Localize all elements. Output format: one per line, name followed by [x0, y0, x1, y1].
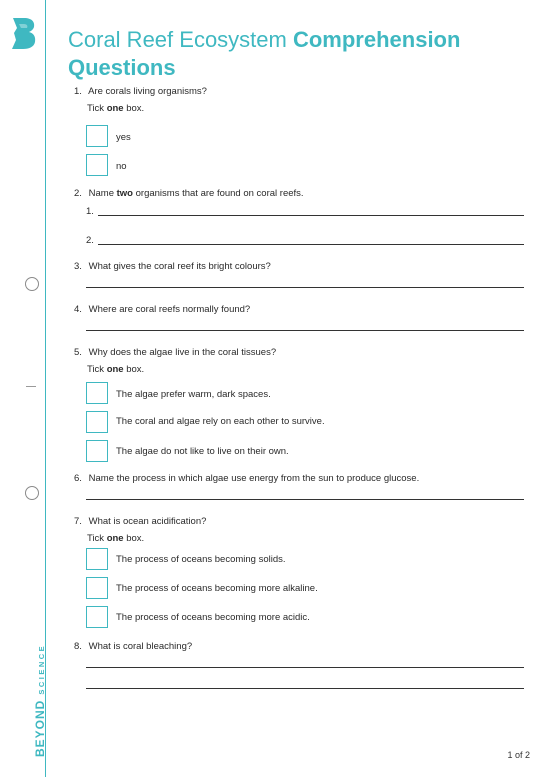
answer-line-q4[interactable] — [86, 330, 524, 331]
question-number: 1. — [74, 86, 82, 97]
checkbox-q5-b[interactable] — [86, 411, 108, 433]
question-number: 6. — [74, 473, 82, 484]
option-label: The process of oceans becoming more acidic. — [116, 612, 310, 623]
fold-mark — [26, 386, 36, 387]
question-1 — [74, 86, 207, 97]
question-number: 3. — [74, 261, 82, 272]
question-text: Where are coral reefs normally found? — [88, 304, 251, 315]
answer-line-label: 2. — [86, 235, 94, 246]
brand-sub: SCIENCE — [37, 643, 46, 695]
checkbox-q5-c[interactable] — [86, 440, 108, 462]
checkbox-q1-no[interactable] — [86, 154, 108, 176]
tick-instruction-1: Tick one box. — [87, 103, 145, 114]
option-label: no — [116, 161, 127, 172]
checkbox-q7-b[interactable] — [86, 577, 108, 599]
question-text: What is ocean acidification? — [88, 516, 207, 527]
option-label: The algae do not like to live on their own. — [116, 446, 289, 457]
tick-instruction-5: Tick one box. — [87, 364, 145, 375]
page-title — [68, 26, 460, 82]
question-number: 8. — [74, 641, 82, 652]
question-7 — [74, 516, 206, 527]
page-number: 1 of 2 — [507, 750, 530, 760]
title-regular: Coral Reef Ecosystem — [68, 27, 293, 52]
brand-name: BEYOND — [33, 699, 47, 757]
question-number: 5. — [74, 347, 82, 358]
question-text: Are corals living organisms? — [88, 86, 207, 97]
answer-line-q8-1[interactable] — [86, 667, 524, 668]
punch-hole-top — [25, 277, 39, 291]
beyond-logo-icon — [10, 16, 38, 50]
brand-wordmark — [31, 644, 49, 757]
answer-line-q2-1[interactable] — [98, 215, 524, 216]
answer-line-q3[interactable] — [86, 287, 524, 288]
question-text: Why does the algae live in the coral tissues? — [88, 347, 277, 358]
option-label: The algae prefer warm, dark spaces. — [116, 389, 271, 400]
question-4 — [74, 304, 250, 315]
option-label: The process of oceans becoming more alkaline. — [116, 583, 318, 594]
option-label: The process of oceans becoming solids. — [116, 554, 286, 565]
title-bold-2: Questions — [68, 55, 176, 80]
question-2: 2. Name two organisms that are found on coral reefs. — [74, 188, 304, 199]
title-bold-1: Comprehension — [292, 27, 461, 52]
answer-line-q8-2[interactable] — [86, 688, 524, 689]
checkbox-q1-yes[interactable] — [86, 125, 108, 147]
checkbox-q5-a[interactable] — [86, 382, 108, 404]
answer-line-q6[interactable] — [86, 499, 524, 500]
question-5 — [74, 347, 276, 358]
question-number: 7. — [74, 516, 82, 527]
question-6 — [74, 473, 419, 484]
punch-hole-bottom — [25, 486, 39, 500]
question-number: 4. — [74, 304, 82, 315]
answer-line-q2-2[interactable] — [98, 244, 524, 245]
checkbox-q7-c[interactable] — [86, 606, 108, 628]
question-number: 2. — [74, 188, 82, 199]
question-text: What is coral bleaching? — [88, 641, 193, 652]
question-text: Name the process in which algae use energy from the sun to produce glucose. — [88, 473, 420, 484]
question-text: What gives the coral reef its bright colours? — [88, 261, 271, 272]
checkbox-q7-a[interactable] — [86, 548, 108, 570]
option-label: yes — [116, 132, 131, 143]
question-8 — [74, 641, 192, 652]
question-3 — [74, 261, 271, 272]
answer-line-label: 1. — [86, 206, 94, 217]
tick-instruction-7: Tick one box. — [87, 533, 145, 544]
option-label: The coral and algae rely on each other to survive. — [116, 416, 325, 427]
